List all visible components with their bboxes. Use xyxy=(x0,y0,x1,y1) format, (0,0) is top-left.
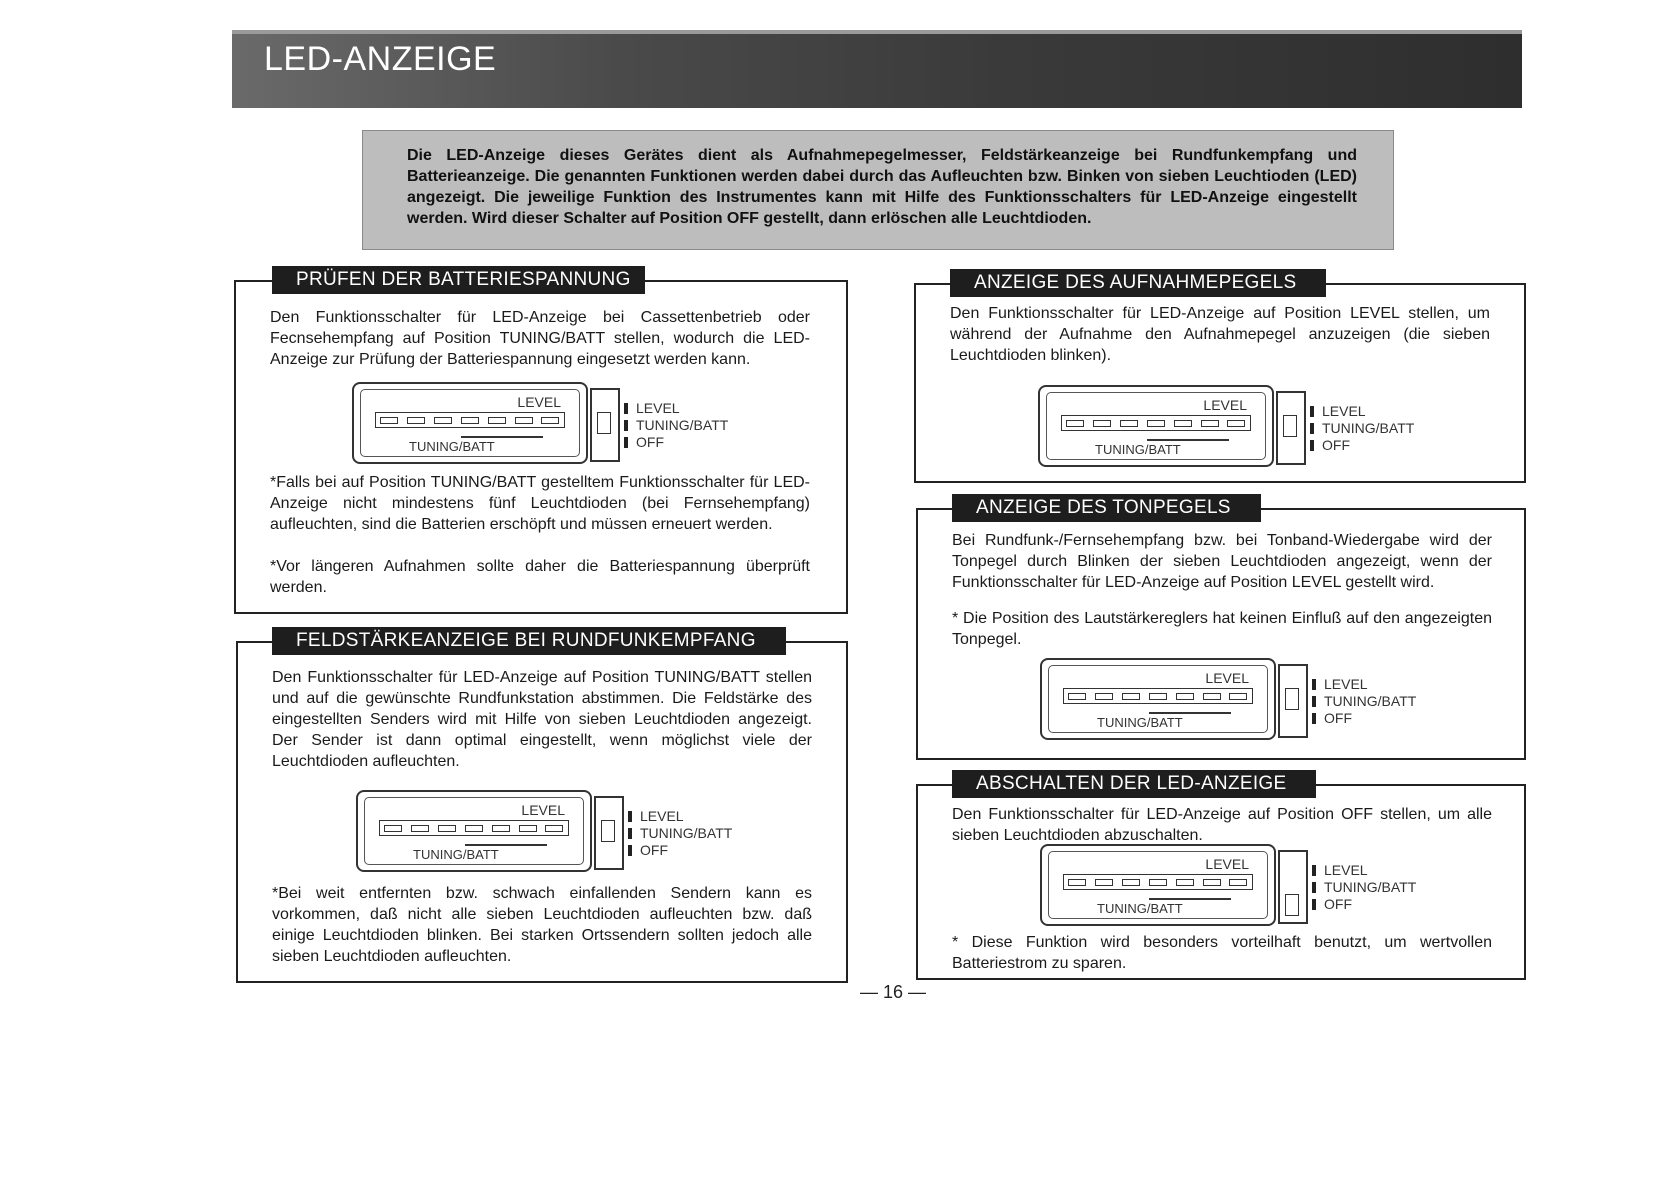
intro-box xyxy=(362,130,1394,250)
led xyxy=(1095,879,1113,886)
switch-positions xyxy=(624,400,728,451)
device-inner xyxy=(1048,665,1268,733)
section-recording xyxy=(914,272,1526,483)
led xyxy=(407,417,425,424)
device-frame xyxy=(352,382,588,464)
device-tuning-label: TUNING/BATT xyxy=(1095,442,1181,457)
device-frame xyxy=(1040,844,1276,926)
led-row xyxy=(1063,874,1253,890)
led xyxy=(1229,693,1247,700)
device-level-label: LEVEL xyxy=(517,394,561,410)
device-inner xyxy=(364,797,584,865)
switch-positions xyxy=(1312,862,1416,913)
led xyxy=(465,825,483,832)
led xyxy=(541,417,559,424)
led xyxy=(1203,879,1221,886)
led xyxy=(461,417,479,424)
title-bar xyxy=(232,30,1522,108)
led xyxy=(1068,693,1086,700)
led-row xyxy=(1063,688,1253,704)
led xyxy=(1093,420,1111,427)
section-off xyxy=(916,773,1526,980)
switch-position-tuning: TUNING/BATT xyxy=(1312,879,1416,896)
page-title: LED-ANZEIGE xyxy=(264,40,497,78)
device-frame xyxy=(1038,385,1274,467)
switch-knob xyxy=(601,820,615,842)
led xyxy=(380,417,398,424)
switch-position-off: OFF xyxy=(628,842,732,859)
led-device xyxy=(1038,385,1415,467)
led xyxy=(1174,420,1192,427)
switch-position-level: LEVEL xyxy=(1312,862,1416,879)
switch-position-tuning: TUNING/BATT xyxy=(1310,420,1414,437)
intro-text: Die LED-Anzeige dieses Gerätes dient als Aufnahmepegelmesser, Feldstärkeanzeige bei Rundfunkempfang und Batterieanzeige. Die genannten Funktionen werden dabei durch das Aufleuchten bzw. Binken von sieben Leuchtioden (LED) angezeigt. Die jeweilige Funktion des Instrumentes kann mit Hilfe des Funktionsschalters für LED-Anzeige eingestellt werden. Wird dieser Schalter auf Position OFF gestellt, dann erlöschen alle Leuchtdioden. xyxy=(407,147,1357,227)
function-switch xyxy=(594,796,624,870)
led-row xyxy=(379,820,569,836)
led xyxy=(492,825,510,832)
led-row xyxy=(1061,415,1251,431)
device-level-label: LEVEL xyxy=(1203,397,1247,413)
led xyxy=(1149,693,1167,700)
switch-position-tuning: TUNING/BATT xyxy=(1312,693,1416,710)
battery-text: Den Funktionsschalter für LED-Anzeige bei Cassettenbetrieb oder Fecnsehempfang auf Position TUNING/BATT stellen, wodurch die LED-Anzeige zur Prüfung der Batteriespannung eingesetzt werden kann. xyxy=(270,309,810,368)
switch-position-off: OFF xyxy=(1310,437,1414,454)
led xyxy=(1147,420,1165,427)
led xyxy=(1068,879,1086,886)
device-level-label: LEVEL xyxy=(1205,670,1249,686)
led xyxy=(1122,693,1140,700)
function-switch xyxy=(1276,391,1306,465)
section-title-field: FELDSTÄRKEANZEIGE BEI RUNDFUNKEMPFANG xyxy=(272,627,786,655)
led xyxy=(1120,420,1138,427)
device-line xyxy=(1149,712,1231,714)
section-title-battery: PRÜFEN DER BATTERIESPANNUNG xyxy=(272,266,645,294)
led xyxy=(434,417,452,424)
page-number: — 16 — xyxy=(860,982,927,1002)
switch-position-off: OFF xyxy=(1312,896,1416,913)
switch-positions xyxy=(1312,676,1416,727)
led xyxy=(1201,420,1219,427)
led-device xyxy=(356,790,733,872)
device-line xyxy=(1147,439,1229,441)
switch-position-level: LEVEL xyxy=(1312,676,1416,693)
led xyxy=(1095,693,1113,700)
led xyxy=(1176,693,1194,700)
device-inner xyxy=(1046,392,1266,460)
section-title-tone: ANZEIGE DES TONPEGELS xyxy=(952,494,1261,522)
function-switch xyxy=(1278,664,1308,738)
device-inner xyxy=(360,389,580,457)
led xyxy=(515,417,533,424)
section-battery xyxy=(234,269,848,614)
led-device xyxy=(1040,844,1417,926)
function-switch xyxy=(590,388,620,462)
led xyxy=(1066,420,1084,427)
led xyxy=(1122,879,1140,886)
section-title-recording: ANZEIGE DES AUFNAHMEPEGELS xyxy=(950,269,1326,297)
tone-text: Bei Rundfunk-/Fernsehempfang bzw. bei Tonband-Wiedergabe wird der Tonpegel durch Blinken der sieben Leuchtdioden angezeigt, wenn der Funktionsschalter für LED-Anzeige auf Position LEVEL gestellt wird. xyxy=(952,532,1492,591)
led xyxy=(411,825,429,832)
led xyxy=(519,825,537,832)
device-level-label: LEVEL xyxy=(521,802,565,818)
device-tuning-label: TUNING/BATT xyxy=(1097,901,1183,916)
section-field xyxy=(236,630,848,983)
field-text: Den Funktionsschalter für LED-Anzeige auf Position TUNING/BATT stellen und auf die gewünschte Rundfunkstation abstimmen. Die Feldstärke des eingestellten Senders wird mit Hilfe von sieben Leuchtdioden angezeigt. Der Sender ist dann optimal eingestellt, wenn möglichst viele der Leuchtdioden aufleuchten. xyxy=(272,669,812,770)
device-frame xyxy=(1040,658,1276,740)
led-device xyxy=(1040,658,1417,740)
switch-knob xyxy=(1285,688,1299,710)
device-level-label: LEVEL xyxy=(1205,856,1249,872)
switch-knob xyxy=(1285,894,1299,916)
switch-position-tuning: TUNING/BATT xyxy=(628,825,732,842)
switch-knob xyxy=(1283,415,1297,437)
field-note: *Bei weit entfernten bzw. schwach einfallenden Sendern kann es vorkommen, daß nicht alle sieben Leuchtdioden aufleuchten bzw. daß einige Leuchtdioden blinken. Bei starken Ortssendern sollten jedoch alle sieben Leuchtdioden aufleuchten. xyxy=(272,885,812,965)
switch-position-level: LEVEL xyxy=(624,400,728,417)
tone-note: * Die Position des Lautstärkereglers hat keinen Einfluß auf den angezeigten Tonpegel. xyxy=(952,610,1492,648)
device-inner xyxy=(1048,851,1268,919)
led xyxy=(545,825,563,832)
led xyxy=(1176,879,1194,886)
led xyxy=(384,825,402,832)
led xyxy=(488,417,506,424)
recording-text: Den Funktionsschalter für LED-Anzeige auf Position LEVEL stellen, um während der Aufnahme den Aufnahmepegel anzuzeigen (die sieben Leuchtdioden blinken). xyxy=(950,305,1490,364)
battery-note-2: *Vor längeren Aufnahmen sollte daher die Batteriespannung überprüft werden. xyxy=(270,558,810,596)
led xyxy=(1229,879,1247,886)
switch-knob xyxy=(597,412,611,434)
device-tuning-label: TUNING/BATT xyxy=(409,439,495,454)
led xyxy=(1149,879,1167,886)
switch-position-level: LEVEL xyxy=(1310,403,1414,420)
section-title-off: ABSCHALTEN DER LED-ANZEIGE xyxy=(952,770,1316,798)
section-tone xyxy=(916,497,1526,760)
switch-position-off: OFF xyxy=(1312,710,1416,727)
device-tuning-label: TUNING/BATT xyxy=(413,847,499,862)
device-line xyxy=(465,844,547,846)
switch-positions xyxy=(1310,403,1414,454)
switch-positions xyxy=(628,808,732,859)
switch-position-off: OFF xyxy=(624,434,728,451)
led xyxy=(438,825,456,832)
switch-position-tuning: TUNING/BATT xyxy=(624,417,728,434)
function-switch xyxy=(1278,850,1308,924)
off-note: * Diese Funktion wird besonders vorteilhaft benutzt, um wertvollen Batteriestrom zu sparen. xyxy=(952,934,1492,972)
switch-position-level: LEVEL xyxy=(628,808,732,825)
device-tuning-label: TUNING/BATT xyxy=(1097,715,1183,730)
led-device xyxy=(352,382,729,464)
led-row xyxy=(375,412,565,428)
device-line xyxy=(461,436,543,438)
led xyxy=(1227,420,1245,427)
device-line xyxy=(1149,898,1231,900)
off-text: Den Funktionsschalter für LED-Anzeige auf Position OFF stellen, um alle sieben Leuchtdioden abzuschalten. xyxy=(952,806,1492,844)
device-frame xyxy=(356,790,592,872)
battery-note-1: *Falls bei auf Position TUNING/BATT gestelltem Funktionsschalter für LED-Anzeige nicht mindestens fünf Leuchtdioden (bei Fernsehempfang) aufleuchten, sind die Batterien erschöpft und müssen erneuert werden. xyxy=(270,474,810,533)
led xyxy=(1203,693,1221,700)
